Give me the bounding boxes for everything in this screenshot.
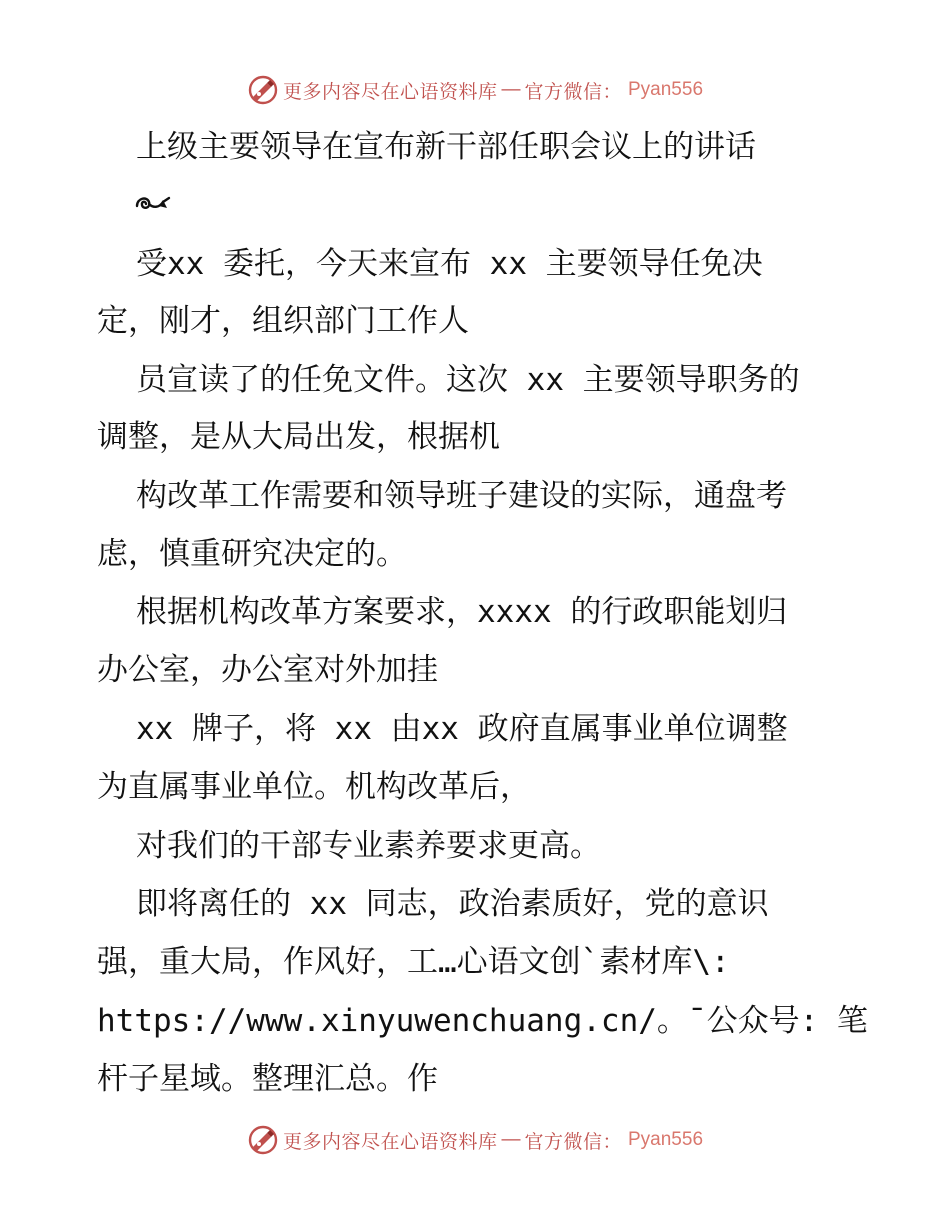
body-line: 强，重大局，作风好，工…心语文创`素材库\:	[97, 944, 730, 980]
body-line: https://www.xinyuwenchuang.cn/。¯公众号: 笔	[97, 1003, 868, 1039]
body-line: 杆子星域。整理汇总。作	[97, 1061, 438, 1097]
pen-logo-icon	[247, 1124, 279, 1156]
footer-banner	[0, 1120, 950, 1160]
body-line: 即将离任的 xx 同志，政治素质好，党的意识	[136, 886, 769, 922]
body-line: 受xx 委托，今天来宣布 xx 主要领导任免决	[136, 246, 763, 282]
body-line: 调整，是从大局出发，根据机	[97, 419, 500, 455]
banner-text: 更多内容尽在心语资料库	[282, 80, 498, 103]
header-banner	[0, 70, 950, 110]
banner-wechat-id: Pyan556	[628, 1129, 704, 1150]
body-line: 根据机构改革方案要求，xxxx 的行政职能划归	[136, 594, 788, 630]
banner-dash: —	[501, 1129, 521, 1150]
body-line: 定，刚才，组织部门工作人	[97, 303, 469, 339]
pen-logo-icon	[247, 74, 279, 106]
banner-wechat-id: Pyan556	[628, 79, 704, 100]
body-line: 构改革工作需要和领导班子建设的实际，通盘考	[136, 478, 787, 514]
body-line: xx 牌子，将 xx 由xx 政府直属事业单位调整	[136, 711, 788, 747]
banner-text: 更多内容尽在心语资料库	[282, 1130, 498, 1153]
body-line: 为直属事业单位。机构改革后，	[97, 769, 531, 805]
banner-dash: —	[501, 79, 521, 100]
body-line: 对我们的干部专业素养要求更高。	[136, 828, 601, 864]
body-line: 员宣读了的任免文件。这次 xx 主要领导职务的	[136, 362, 800, 398]
document-title: 上级主要领导在宣布新干部任职会议上的讲话	[136, 129, 756, 165]
banner-wechat-label: 官方微信：	[524, 80, 622, 103]
swirl-ornament-icon	[133, 190, 173, 218]
body-line: 办公室，办公室对外加挂	[97, 652, 438, 688]
body-line: 虑，慎重研究决定的。	[97, 536, 407, 572]
banner-wechat-label: 官方微信：	[524, 1130, 622, 1153]
